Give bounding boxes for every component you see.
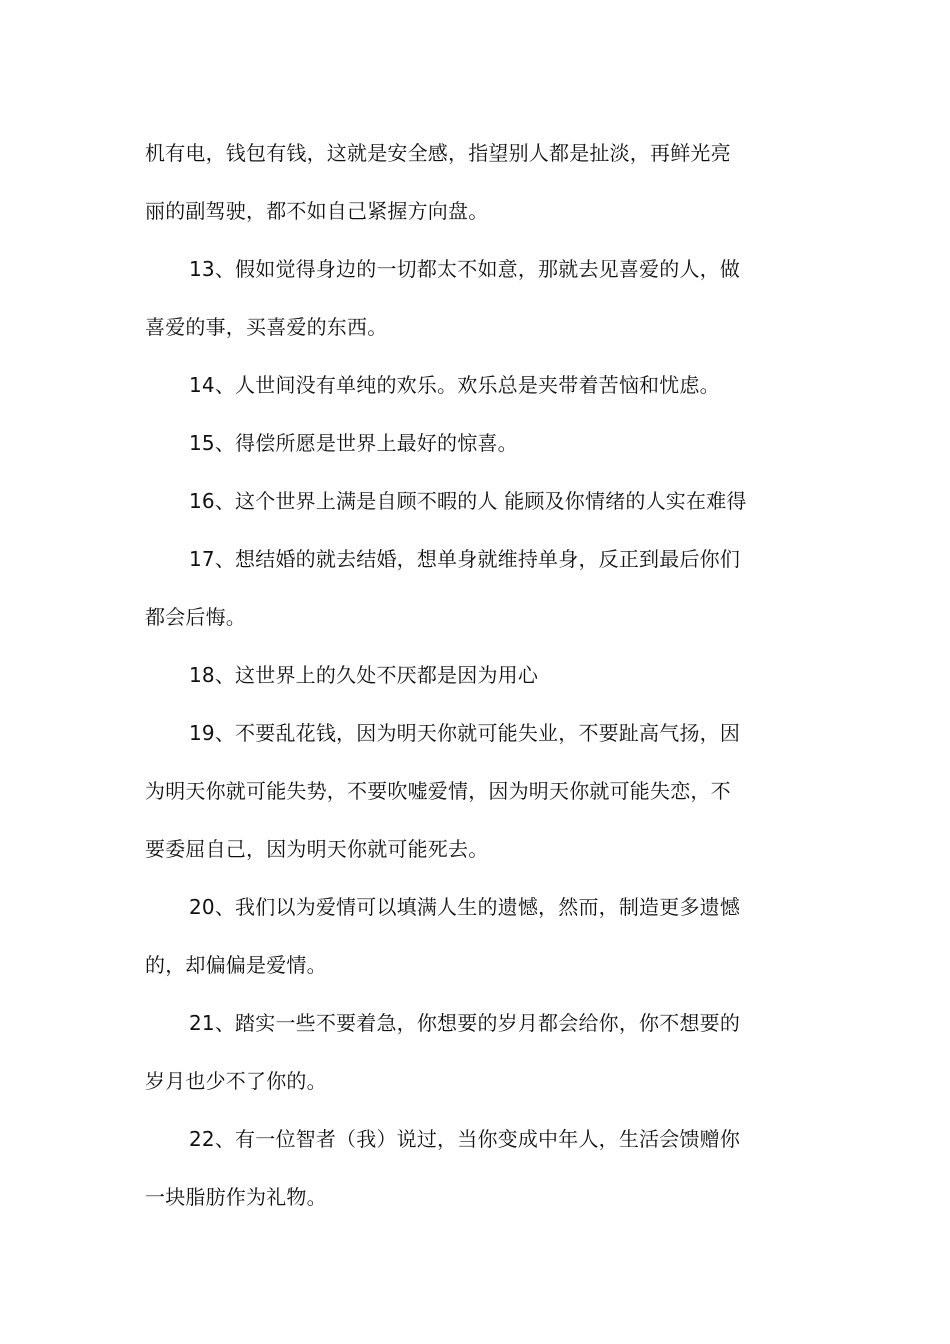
paragraph-19: [145, 704, 805, 878]
text-line: 15、得偿所愿是世界上最好的惊喜。: [189, 431, 518, 455]
text-line: 21、踏实一些不要着急，你想要的岁月都会给你，你不想要的: [189, 1011, 741, 1035]
text-line: 为明天你就可能失势，不要吹嘘爱情，因为明天你就可能失恋，不: [145, 779, 731, 803]
paragraph-14: [145, 356, 805, 414]
paragraph-17: [145, 530, 805, 646]
paragraph-continuation: [145, 124, 805, 240]
document-body: [145, 124, 805, 1226]
paragraph-21: [145, 994, 805, 1110]
text-line: 丽的副驾驶，都不如自己紧握方向盘。: [145, 199, 489, 223]
paragraph-15: [145, 414, 805, 472]
text-line: 13、假如觉得身边的一切都太不如意，那就去见喜爱的人，做: [189, 257, 741, 281]
paragraph-16: [145, 472, 805, 530]
paragraph-20: [145, 878, 805, 994]
text-line: 喜爱的事，买喜爱的东西。: [145, 315, 388, 339]
text-line: 岁月也少不了你的。: [145, 1069, 327, 1093]
text-line: 14、人世间没有单纯的欢乐。欢乐总是夹带着苦恼和忧虑。: [189, 373, 720, 397]
text-line: 一块脂肪作为礼物。: [145, 1185, 327, 1209]
text-line: 的，却偏偏是爱情。: [145, 953, 327, 977]
paragraph-18: [145, 646, 805, 704]
text-line: 20、我们以为爱情可以填满人生的遗憾，然而，制造更多遗憾: [189, 895, 741, 919]
text-line: 17、想结婚的就去结婚，想单身就维持单身，反正到最后你们: [189, 547, 741, 571]
text-line: 要委屈自己，因为明天你就可能死去。: [145, 837, 489, 861]
text-line: 22、有一位智者（我）说过，当你变成中年人，生活会馈赠你: [189, 1127, 741, 1151]
text-line: 机有电，钱包有钱，这就是安全感，指望别人都是扯淡，再鲜光亮: [145, 141, 731, 165]
paragraph-22: [145, 1110, 805, 1226]
text-line: 18、这世界上的久处不厌都是因为用心: [189, 663, 539, 687]
text-line: 19、不要乱花钱，因为明天你就可能失业，不要趾高气扬，因: [189, 721, 741, 745]
paragraph-13: [145, 240, 805, 356]
text-line: 16、这个世界上满是自顾不暇的人 能顾及你情绪的人实在难得: [189, 489, 747, 513]
text-line: 都会后悔。: [145, 605, 246, 629]
